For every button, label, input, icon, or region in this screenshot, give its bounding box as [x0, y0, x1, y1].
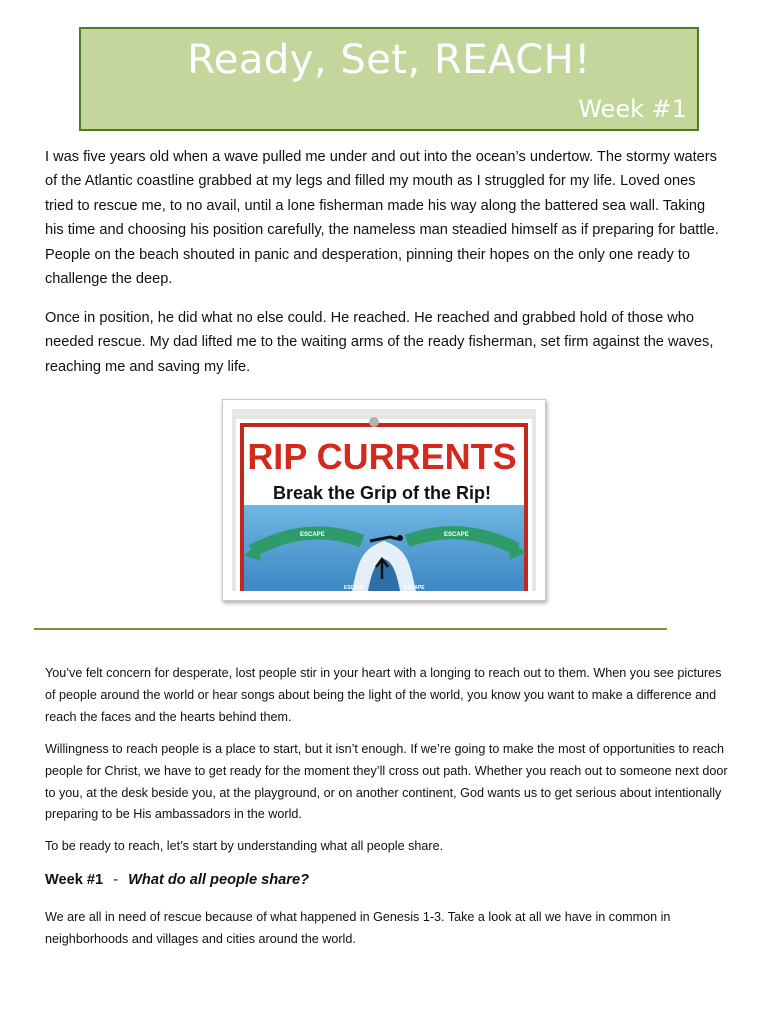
title-banner — [79, 27, 699, 131]
screw-icon — [369, 417, 379, 427]
sign-subline: Break the Grip of the Rip! — [272, 483, 492, 503]
rip-currents-sign-image — [232, 409, 536, 591]
escape-label-3: ESCAPE — [344, 585, 365, 591]
body-paragraph-2: Willingness to reach people is a place to start, but it isn’t enough. If we’re going to make the most of opportunities to reach people for Christ, we have to get ready for the moment they’ll cross out path. Whether you reach out to someone next door to you, at the desk beside you, at the playground, or on another continent, God wants us to get serious about intentionally preparing to be His ambassadors in the world. — [45, 742, 728, 822]
story-paragraph-2: Once in position, he did what no else could. He reached. He reached and grabbed hold of those who needed rescue. My dad lifted me to the waiting arms of the ready fisherman, set firm against the waves, reaching me and saving my life. — [45, 310, 714, 375]
story-paragraph-1: I was five years old when a wave pulled me under and out into the ocean’s undertow. The stormy waters of the Atlantic coastline grabbed at my legs and filled my mouth as I struggled for my life. Loved ones tried to rescue me, to no avail, until a lone fisherman made his way along the battered sea wall. Taking his time and choosing his position carefully, the nameless man steadied himself as if preparing for battle. People on the beach shouted in panic and desperation, pinning their hopes on the only one ready to challenge the deep. — [45, 149, 719, 288]
week-heading-question: What do all people share? — [128, 872, 309, 888]
escape-label-2: ESCAPE — [444, 532, 469, 538]
closing-paragraph: We are all in need of rescue because of what happened in Genesis 1-3. Take a look at all we have in common in neighborhoods and villages and cities around the world. — [45, 910, 671, 946]
week-heading-separator: - — [113, 872, 119, 888]
week-label: Week #1 — [578, 95, 687, 123]
body-paragraph-1: You’ve felt concern for desperate, lost people stir in your heart with a longing to reach out to them. When you see pictures of people around the world or hear songs about being the light of the world, you know you want to make a difference and reach the faces and the hearts behind them. — [45, 666, 722, 724]
rip-currents-sign — [232, 409, 536, 591]
rip-currents-photo — [222, 399, 546, 601]
escape-label-4: ESCAPE — [404, 585, 425, 591]
escape-label-1: ESCAPE — [300, 532, 325, 538]
page-title: Ready, Set, REACH! — [187, 37, 591, 83]
body-paragraph-3: To be ready to reach, let’s start by understanding what all people share. — [45, 839, 444, 853]
week-heading-label: Week #1 — [45, 872, 104, 888]
sign-headline: RIP CURRENTS — [247, 436, 517, 477]
week-heading — [45, 872, 309, 888]
section-divider — [34, 628, 667, 630]
